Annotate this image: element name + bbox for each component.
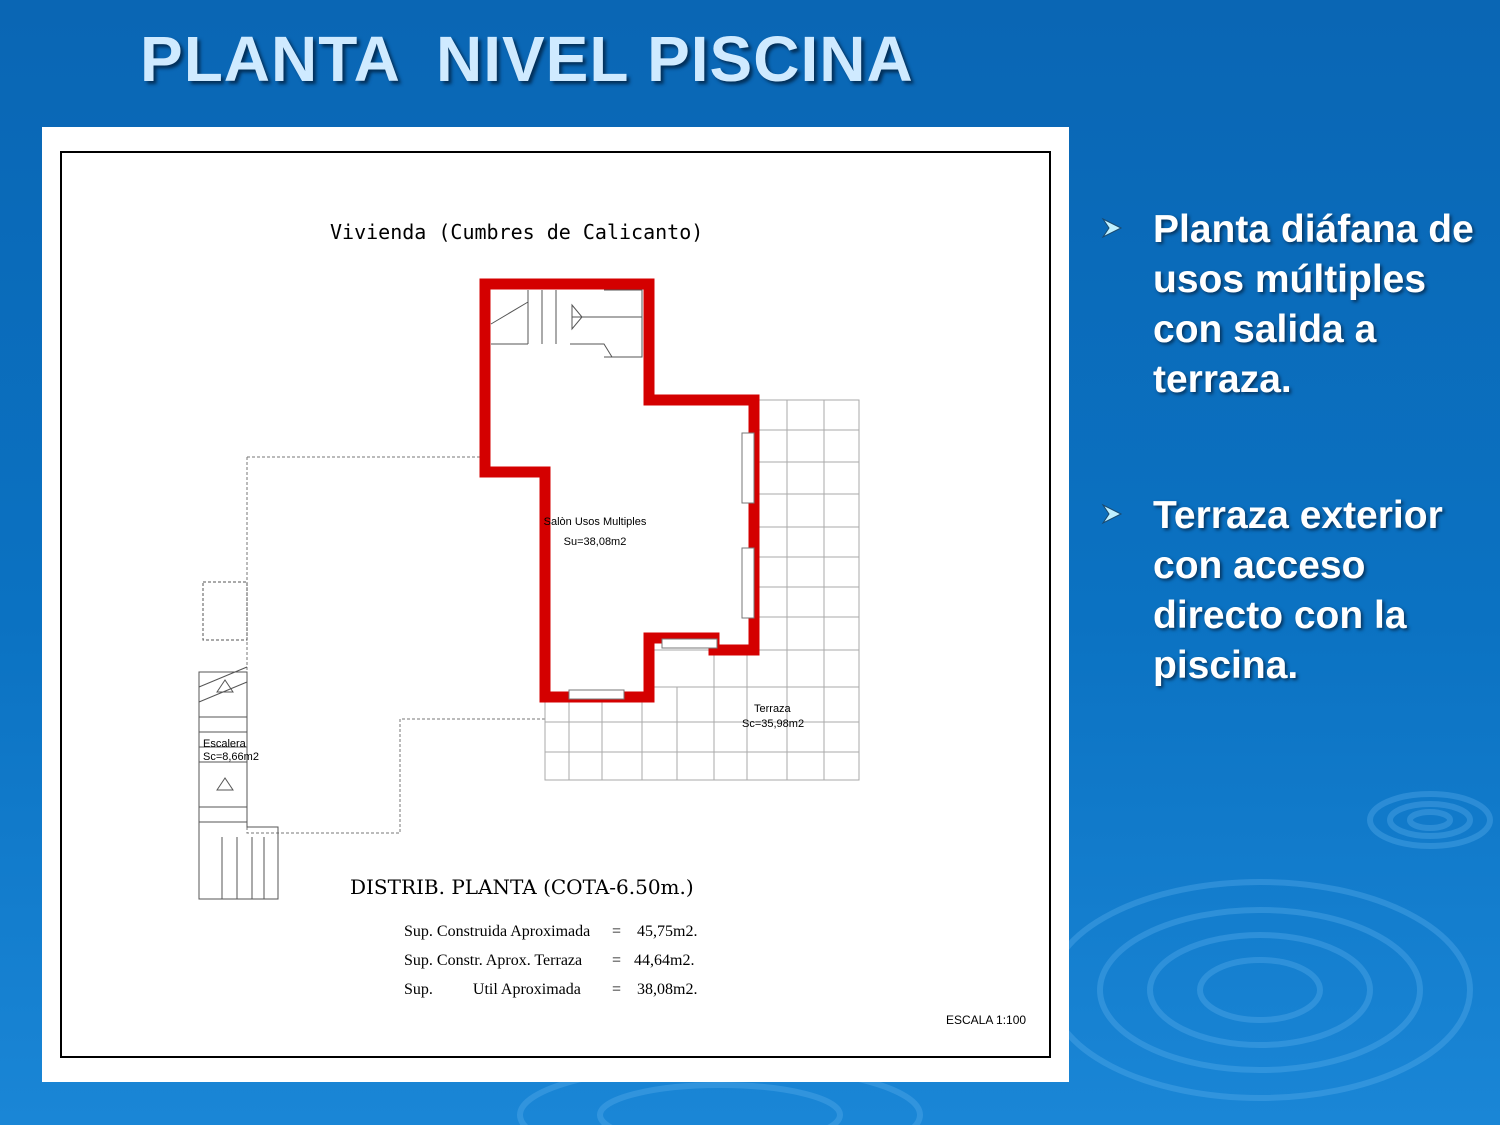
salon-area: Su=38,08m2 [563,536,627,548]
house-title: Vivienda (Cumbres de Calicanto) [330,220,704,244]
sup-value-2: 44,64m2. [634,952,695,969]
floor-plan-sheet [42,127,1069,1082]
sup-eq-1: = [612,923,622,940]
sup-label-3: Sup. Util Aproximada [404,981,581,998]
bullet-list [1095,205,1495,777]
terraza-label: Terraza [754,703,791,715]
escalera-label: Escalera [203,738,246,750]
bullet-item [1095,491,1495,691]
bullet-item [1095,205,1495,405]
salon-label: Salòn Usos Multiples [543,516,647,528]
escalera-area: Sc=8,66m2 [203,751,259,763]
floor-plan-drawing [42,127,1069,1082]
distrib-title: DISTRIB. PLANTA (COTA-6.50m.) [350,875,694,899]
sup-label-1: Sup. Construida Aproximada [404,923,591,940]
terraza-area: Sc=35,98m2 [742,718,805,730]
bullet-text: Planta diáfana de usos múltiples con salida a terraza. [1153,208,1474,401]
bullet-text: Terraza exterior con acceso directo con la piscina. [1153,494,1443,687]
sup-eq-3: = [612,981,622,998]
sup-value-1: 45,75m2. [637,923,698,940]
arrowhead-bullet-icon [1101,503,1123,525]
salon-walls [485,284,754,697]
sup-eq-2: = [612,952,622,969]
slide-title: PLANTA NIVEL PISCINA [140,23,914,95]
arrowhead-bullet-icon [1101,217,1123,239]
sup-value-3: 38,08m2. [637,981,698,998]
scale-label: ESCALA 1:100 [946,1013,1027,1027]
plot-outline [247,457,545,833]
sup-label-2: Sup. Constr. Aprox. Terraza [404,952,583,969]
